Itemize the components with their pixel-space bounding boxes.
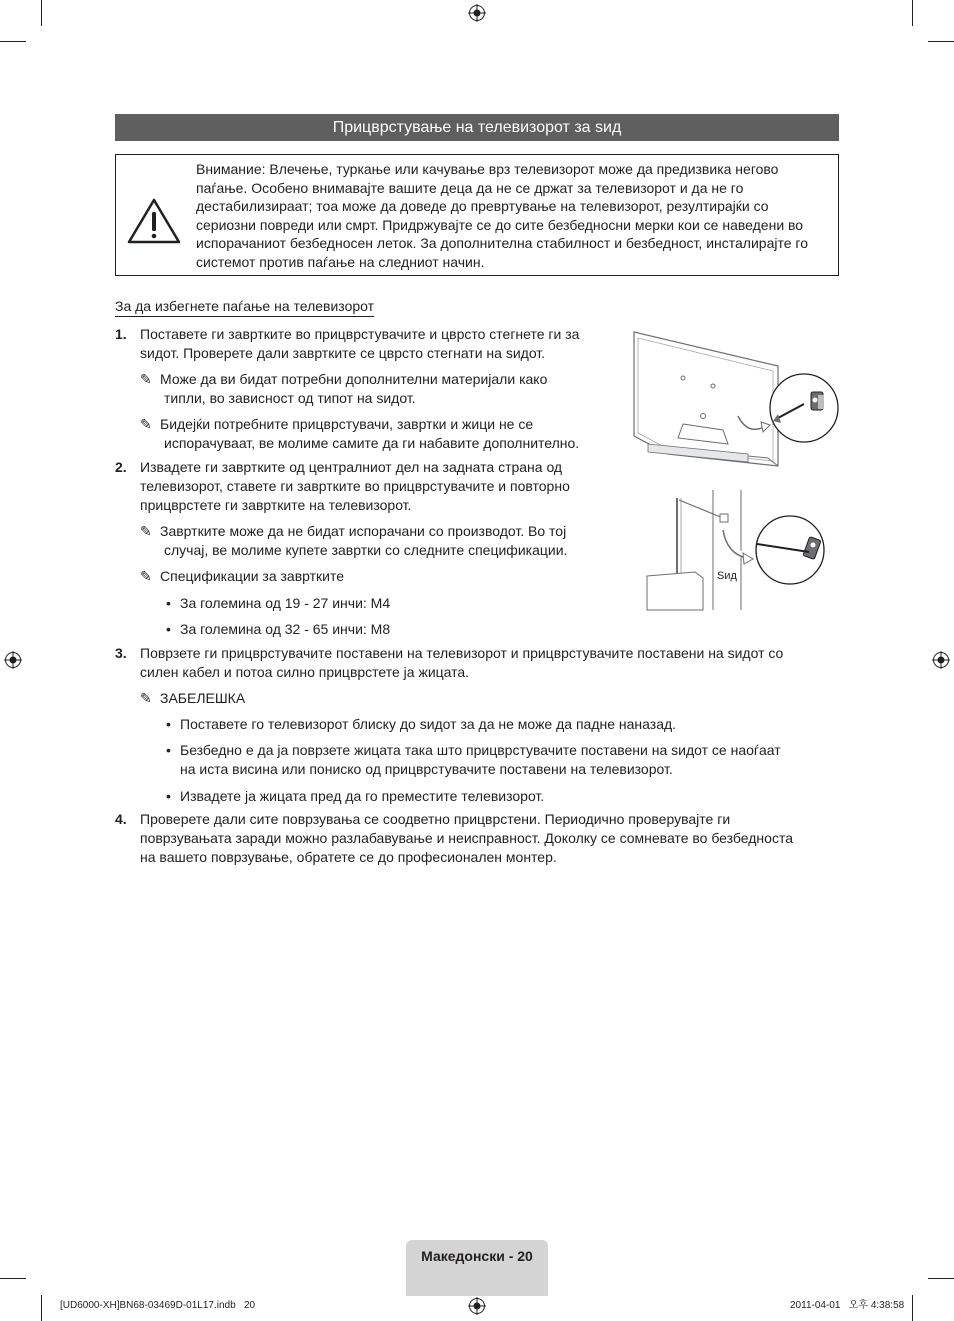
bullet-dot: • — [166, 788, 171, 804]
wall-mount-side-illustration — [643, 490, 839, 612]
print-file-info: [UD6000-XH]BN68-03469D-01L17.indb 20 — [60, 1300, 256, 1311]
note-line: ✎ ЗАБЕЛЕШКА — [140, 690, 246, 706]
wall-label: Ѕид — [717, 570, 737, 582]
registration-mark-icon — [932, 651, 950, 669]
step-number: 4. — [115, 811, 127, 827]
bullet-text: на иста висина или пониско од прицврстувачите поставени на телевизорот. — [180, 761, 673, 777]
bullet-text: За големина од 32 - 65 инчи: M8 — [180, 621, 391, 637]
pencil-note-icon: ✎ — [140, 371, 152, 387]
tv-back-bracket-illustration — [628, 326, 840, 471]
warning-triangle-icon — [126, 197, 182, 245]
step-line: на вашето поврзување, обратете се до професионален монтер. — [140, 849, 557, 865]
note-line: ✎ Спецификации за завртките — [140, 568, 345, 584]
bullet-dot: • — [166, 595, 171, 611]
note-line: типли, во зависност од типот на ѕидот. — [164, 390, 416, 406]
step-line: Извадете ги завртките од централниот дел на задната страна од — [140, 459, 563, 475]
step-number: 2. — [115, 459, 127, 475]
print-timestamp: 2011-04-01 오후 4:38:58 — [790, 1300, 905, 1311]
bullet-dot: • — [166, 742, 171, 758]
step-line: Проверете дали сите поврзувања се соодветно прицврстени. Периодично проверувајте ги — [140, 811, 731, 827]
step-line: поврзувањата заради можно разлабавување и неисправност. Доколку се сомневате во безбедноста — [140, 830, 793, 846]
crop-mark — [0, 1278, 26, 1279]
crop-mark — [912, 1295, 913, 1321]
bullet-text: Поставете го телевизорот блиску до ѕидот за да не може да падне наназад. — [180, 716, 677, 732]
step-line: ѕидот. Проверете дали завртките се цврсто стегнати на ѕидот. — [140, 345, 546, 361]
note-line: ✎ Бидејќи потребните прицврстувачи, завртки и жици не се — [140, 416, 534, 432]
step-line: прицврстете ги завртките на телевизорот. — [140, 497, 412, 513]
page-number-tab — [406, 1240, 548, 1296]
step-line: телевизорот, ставете ги завртките во прицврстувачите и повторно — [140, 478, 570, 494]
note-line: испорачуваат, ве молиме самите да ги набавите дополнително. — [164, 435, 580, 451]
step-number: 3. — [115, 645, 127, 661]
warning-text — [196, 160, 826, 271]
warning-box — [115, 154, 839, 276]
pencil-note-icon: ✎ — [140, 568, 152, 584]
bullet-text: За големина од 19 - 27 инчи: M4 — [180, 595, 391, 611]
bullet-dot: • — [166, 716, 171, 732]
pencil-note-icon: ✎ — [140, 416, 152, 432]
warning-body: : Влечење, туркање или качување врз телевизорот може да предизвика негово паѓање. Особено внимавајте вашите деца да не се држат за телевизорот и да не го дестабилизираат; тоа може да доведе до превртување на телевизорот, резултирајќи со сериозни повреди или смрт. Придржувајте се до сите безбедносни мерки кои се наведени во испорачаниот безбедносен леток. За дополнителна стабилност и безбедност, инсталирајте го системот против паѓање на следниот начин. — [196, 161, 808, 270]
step-line: Поставете ги завртките во прицврстувачите и цврсто стегнете ги за — [140, 326, 580, 342]
pencil-note-icon: ✎ — [140, 690, 152, 706]
pencil-note-icon: ✎ — [140, 523, 152, 539]
crop-mark — [41, 0, 42, 26]
step-line: силен кабел и потоа силно прицврстете ја жицата. — [140, 664, 470, 680]
crop-mark — [928, 1278, 954, 1279]
step-line: Поврзете ги прицврстувачите поставени на телевизорот и прицврстувачите поставени на ѕидот со — [140, 645, 784, 661]
bullet-dot: • — [166, 621, 171, 637]
crop-mark — [912, 0, 913, 26]
note-line: ✎ Може да ви бидат потребни дополнителни материјали како — [140, 371, 548, 387]
section-subheading: За да избегнете паѓање на телевизорот — [115, 297, 374, 317]
registration-mark-icon — [4, 651, 22, 669]
step-number: 1. — [115, 326, 127, 342]
note-line: случај, ве молиме купете завртки со следните спецификации. — [164, 542, 568, 558]
crop-mark — [0, 41, 26, 42]
registration-mark-icon — [468, 4, 486, 22]
note-line: ✎ Завртките може да не бидат испорачани со производот. Во тој — [140, 523, 567, 539]
warning-label: Внимание — [196, 161, 262, 177]
bullet-text: Извадете ја жицата пред да го преместите телевизорот. — [180, 788, 545, 804]
bullet-text: Безбедно е да ја поврзете жицата така што прицврстувачите поставени на ѕидот се наоѓаат — [180, 742, 781, 758]
page-number: Македонски - 20 — [421, 1248, 533, 1264]
page-title: Прицврстување на телевизорот за ѕид — [115, 114, 839, 141]
registration-mark-icon — [468, 1297, 486, 1315]
crop-mark — [41, 1295, 42, 1321]
crop-mark — [928, 41, 954, 42]
